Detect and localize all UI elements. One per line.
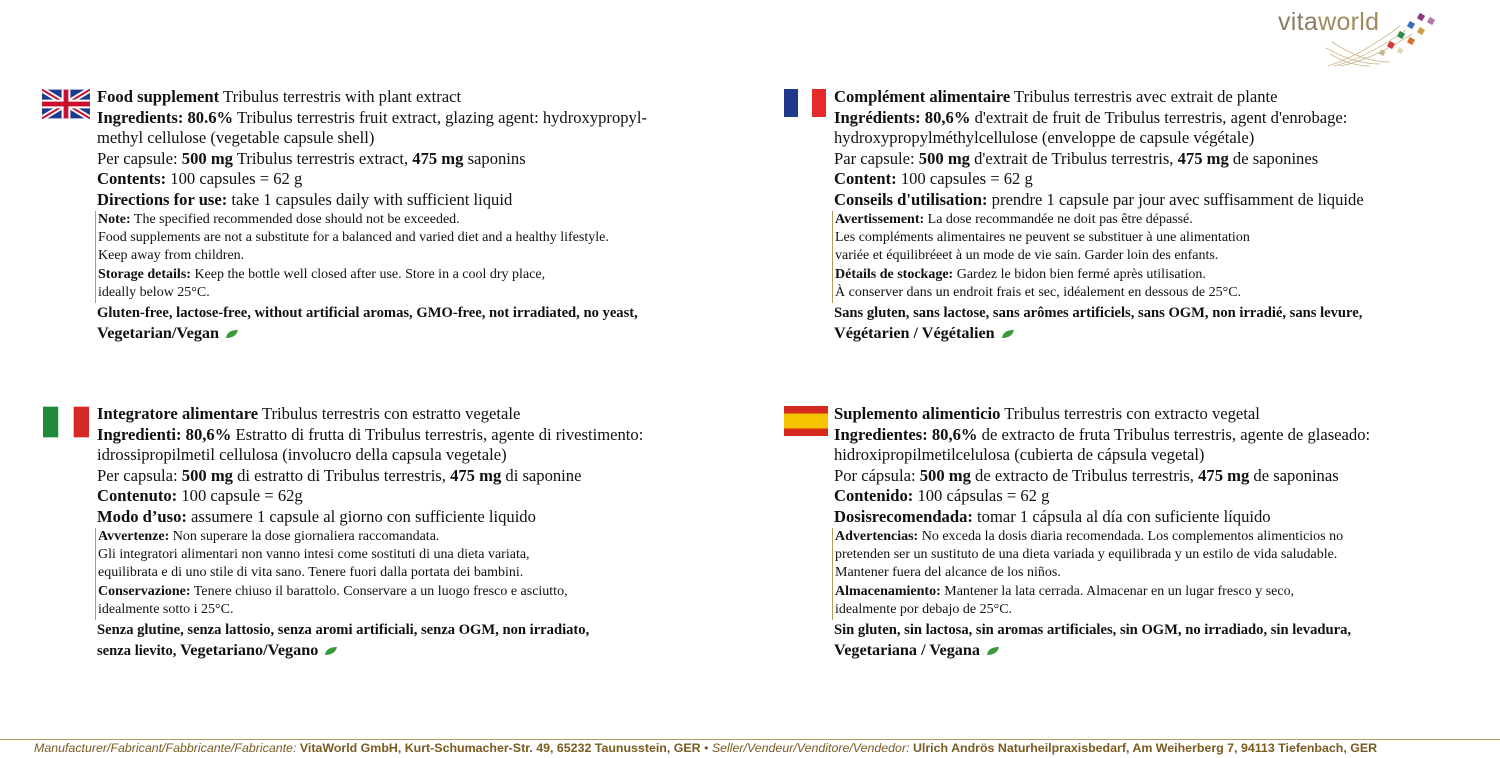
en-ingredients-cont: methyl cellulose (vegetable capsule shell)	[97, 128, 375, 148]
es-storage-2: idealmente por debajo de 25°C.	[835, 602, 1013, 618]
fr-vegan: Végétarien / Végétalien	[834, 323, 1364, 343]
it-note-2: Gli integratori alimentari non vanno intesi come sostituti di una dieta variata,	[98, 546, 530, 562]
en-storage: Storage details: Keep the bottle well closed after use. Store in a cool dry place,	[98, 266, 546, 282]
france-flag-icon	[784, 89, 826, 117]
it-free-from: Senza glutine, senza lattosio, senza aromi artificiali, senza OGM, non irradiato,	[97, 621, 590, 638]
it-ingredients: Ingredienti: 80,6% Estratto di frutta di Tribulus terrestris, agente di rivestimento:	[97, 424, 644, 444]
en-notes	[95, 211, 647, 303]
fr-ingredients: Ingrédients: 80,6% d'extrait de fruit de Tribulus terrestris, agent d'enrobage:	[834, 107, 1348, 127]
it-directions: Modo d’uso: assumere 1 capsule al giorno con sufficiente liquido	[97, 506, 536, 526]
fr-note: Avertissement: La dose recommandée ne doit pas être dépassé.	[835, 211, 1193, 227]
leaf-icon	[225, 329, 239, 339]
fr-note-3: variée et équilibréeet à un mode de vie sain. Garder loin des enfants.	[835, 248, 1219, 264]
leaf-icon	[324, 646, 338, 656]
es-directions: Dosisrecomendada: tomar 1 cápsula al día con suficiente líquido	[834, 506, 1271, 526]
it-storage-2: idealmente sotto i 25°C.	[98, 602, 234, 618]
it-notes	[95, 528, 643, 620]
en-vegan: Vegetarian/Vegan	[97, 323, 647, 343]
uk-flag-icon	[42, 89, 90, 119]
en-note-2: Food supplements are not a substitute for a balanced and varied diet and a healthy lifestyle.	[98, 229, 609, 245]
it-per-capsule: Per capsula: 500 mg di estratto di Tribulus terrestris, 475 mg di saponine	[97, 465, 582, 485]
en-per-capsule: Per capsule: 500 mg Tribulus terrestris extract, 475 mg saponins	[97, 148, 526, 168]
vitaworld-logo	[1270, 4, 1445, 70]
it-vegan: senza lievito, Vegetariano/Vegano	[97, 640, 643, 661]
footer-divider	[0, 739, 1500, 740]
it-note: Avvertenze: Non superare la dose giornaliera raccomandata.	[98, 528, 440, 544]
en-note: Note: The specified recommended dose should not be exceeded.	[98, 211, 460, 227]
fr-per-capsule: Par capsule: 500 mg d'extrait de Tribulus terrestris, 475 mg de saponines	[834, 148, 1319, 168]
fr-storage: Détails de stockage: Gardez le bidon bien fermé après utilisation.	[835, 266, 1206, 282]
logo-wordmark: vitaworld	[1278, 8, 1380, 36]
es-contents: Contenido: 100 cápsulas = 62 g	[834, 486, 1050, 506]
es-note: Advertencias: No exceda la dosis diaria recomendada. Los complementos alimenticios no	[835, 528, 1344, 544]
it-storage: Conservazione: Tenere chiuso il barattolo. Conservare a un luogo fresco e asciutto,	[98, 583, 568, 599]
fr-note-2: Les compléments alimentaires ne peuvent se substituer à une alimentation	[835, 229, 1250, 245]
logo-mosaic-icon	[1270, 4, 1445, 70]
es-note-3: Mantener fuera del alcance de los niños.	[835, 565, 1061, 581]
es-ingredients-cont: hidroxipropilmetilcelulosa (cubierta de cápsula vegetal)	[834, 445, 1205, 465]
es-notes	[832, 528, 1370, 620]
it-ingredients-cont: idrossipropilmetil cellulosa (involucro della capsula vegetale)	[97, 445, 507, 465]
es-storage: Almacenamiento: Mantener la lata cerrada. Almacenar en un lugar fresco y seco,	[835, 583, 1295, 599]
en-directions: Directions for use: take 1 capsules daily with sufficient liquid	[97, 189, 513, 209]
it-note-3: equilibrata e di uno stile di vita sano. Tenere fuori dalla portata dei bambini.	[98, 565, 524, 581]
leaf-icon	[986, 646, 1000, 656]
leaf-icon	[1001, 329, 1015, 339]
en-title: Food supplement Tribulus terrestris with plant extract	[97, 87, 462, 106]
italy-flag-icon	[43, 406, 89, 438]
fr-free-from: Sans gluten, sans lactose, sans arômes artificiels, sans OGM, non irradié, sans levure,	[834, 304, 1363, 321]
es-note-2: pretenden ser un sustituto de una dieta variada y equilibrada y un estilo de vida saludable.	[835, 546, 1338, 562]
it-contents: Contenuto: 100 capsule = 62g	[97, 486, 303, 506]
es-title: Suplemento alimenticio Tribulus terrestris con extracto vegetal	[834, 404, 1260, 423]
en-ingredients: Ingredients: 80.6% Tribulus terrestris fruit extract, glazing agent: hydroxypropyl-	[97, 107, 647, 127]
es-vegan: Vegetariana / Vegana	[834, 640, 1370, 660]
fr-notes	[832, 211, 1364, 303]
en-contents: Contents: 100 capsules = 62 g	[97, 169, 303, 189]
en-free-from: Gluten-free, lactose-free, without artificial aromas, GMO-free, not irradiated, no yeast,	[97, 304, 638, 321]
fr-directions: Conseils d'utilisation: prendre 1 capsule par jour avec suffisamment de liquide	[834, 189, 1364, 209]
fr-title: Complément alimentaire Tribulus terrestris avec extrait de plante	[834, 87, 1278, 106]
es-per-capsule: Por cápsula: 500 mg de extracto de Tribulus terrestris, 475 mg de saponinas	[834, 465, 1339, 485]
it-title: Integratore alimentare Tribulus terrestris con estratto vegetale	[97, 404, 521, 423]
es-free-from: Sin gluten, sin lactosa, sin aromas artificiales, sin OGM, no irradiado, sin levadura,	[834, 621, 1352, 638]
fr-storage-2: À conserver dans un endroit frais et sec, idéalement en dessous de 25°C.	[835, 285, 1242, 301]
en-note-3: Keep away from children.	[98, 248, 245, 264]
fr-ingredients-cont: hydroxypropylméthylcellulose (enveloppe de capsule végétale)	[834, 128, 1255, 148]
en-storage-2: ideally below 25°C.	[98, 285, 210, 301]
fr-contents: Content: 100 capsules = 62 g	[834, 169, 1033, 189]
spain-flag-icon	[784, 406, 828, 436]
es-ingredients: Ingredientes: 80,6% de extracto de fruta Tribulus terrestris, agente de glaseado:	[834, 424, 1371, 444]
footer-manufacturer-seller: Manufacturer/Fabricant/Fabbricante/Fabricante: VitaWorld GmbH, Kurt-Schumacher-Str. 49, 65232 Taunusstein, GER • Seller/Vendeur/Venditore/Vendedor: Ulrich Andrös Naturheilpraxisbedarf, Am Weiherberg 7, 94113 Tiefenbach, GER	[34, 741, 1378, 755]
